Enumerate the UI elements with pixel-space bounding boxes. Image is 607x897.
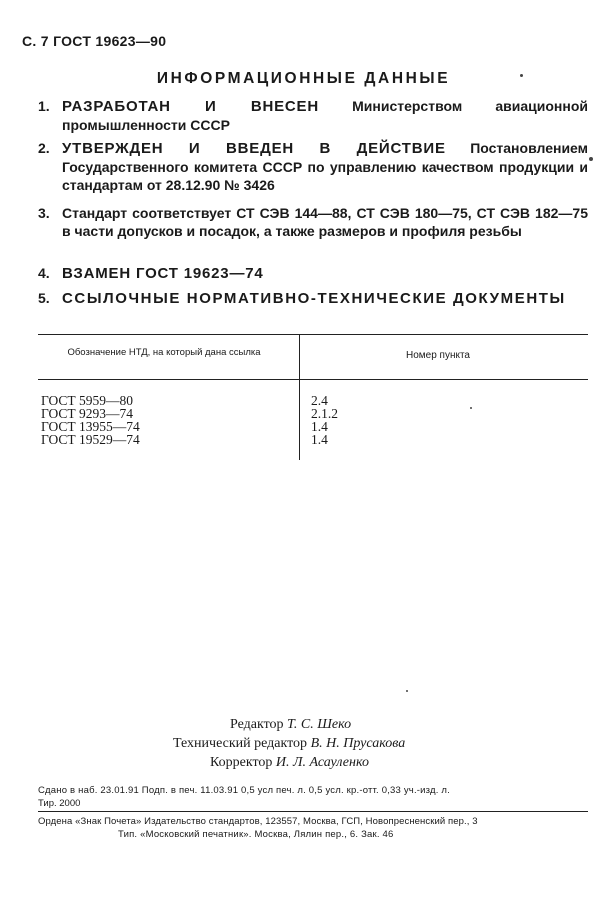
credit-person: Т. С. Шеко bbox=[287, 717, 352, 732]
item-text: Постановлением Государственного комитета СССР по управлению качеством продукции и стандартам от 28.12.90 № 3426 bbox=[62, 140, 589, 193]
ntd-column bbox=[41, 394, 140, 446]
print-speck bbox=[470, 407, 472, 409]
info-item-2 bbox=[38, 139, 588, 194]
imprint-rule bbox=[38, 811, 588, 812]
credit-corrector bbox=[210, 753, 369, 773]
print-speck bbox=[589, 157, 593, 161]
column-header-ntd: Обозначение НТД, на который дана ссылка bbox=[67, 347, 261, 358]
table-header-rule bbox=[38, 379, 588, 380]
credit-person: И. Л. Асауленко bbox=[275, 755, 369, 770]
item-number: 2. bbox=[38, 140, 50, 156]
imprint-line: Сдано в наб. 23.01.91 Подп. в печ. 11.03.91 0,5 усл печ. л. 0,5 усл. кр.-отт. 0,33 уч.-изд. л. bbox=[38, 785, 451, 796]
table-cell-ntd: ГОСТ 5959—80 bbox=[41, 393, 134, 408]
table-cell-ntd: ГОСТ 9293—74 bbox=[41, 406, 134, 421]
print-speck bbox=[406, 690, 408, 692]
info-item-3 bbox=[38, 204, 588, 240]
table-cell-clause: 2.4 bbox=[311, 393, 328, 408]
page-header: С. 7 ГОСТ 19623—90 bbox=[22, 33, 167, 49]
item-number: 3. bbox=[38, 205, 50, 221]
table-cell-clause: 2.1.2 bbox=[311, 406, 338, 421]
imprint-line: Тир. 2000 bbox=[38, 798, 81, 809]
item-lead: УТВЕРЖДЕН И ВВЕДЕН В ДЕЙСТВИЕ bbox=[62, 140, 446, 157]
credit-label: Корректор bbox=[210, 755, 273, 770]
credit-label: Редактор bbox=[230, 717, 284, 732]
table-cell-ntd: ГОСТ 19529—74 bbox=[41, 432, 140, 447]
item-text: Министерством авиационной промышленности СССР bbox=[62, 98, 588, 133]
info-item-5 bbox=[38, 289, 588, 308]
table-column-divider bbox=[299, 334, 300, 460]
item-number: 5. bbox=[38, 290, 50, 306]
item-text: Стандарт соответствует СТ СЭВ 144—88, СТ СЭВ 180—75, СТ СЭВ 182—75 в части допусков и посадок, а также размеров и профиля резьбы bbox=[62, 205, 588, 239]
credit-tech-editor bbox=[173, 734, 405, 754]
info-item-1 bbox=[38, 97, 588, 134]
reference-table bbox=[38, 334, 588, 460]
table-top-rule bbox=[38, 334, 588, 335]
column-header-clause: Номер пункта bbox=[405, 350, 470, 361]
clause-column bbox=[311, 394, 338, 446]
item-number: 4. bbox=[38, 265, 50, 281]
item-lead: РАЗРАБОТАН И ВНЕСЕН bbox=[62, 98, 319, 115]
print-speck bbox=[520, 74, 523, 77]
credit-person: В. Н. Прусакова bbox=[310, 736, 406, 751]
item-number: 1. bbox=[38, 98, 50, 114]
credit-editor bbox=[230, 715, 351, 735]
imprint-line: Тип. «Московский печатник». Москва, Лялин пер., 6. Зак. 46 bbox=[118, 829, 394, 840]
table-cell-clause: 1.4 bbox=[311, 432, 328, 447]
credit-label: Технический редактор bbox=[173, 736, 308, 751]
table-cell-ntd: ГОСТ 13955—74 bbox=[41, 419, 140, 434]
section-title: ИНФОРМАЦИОННЫЕ ДАННЫЕ bbox=[156, 70, 451, 87]
item-lead: ВЗАМЕН ГОСТ 19623—74 bbox=[62, 265, 264, 282]
table-cell-clause: 1.4 bbox=[311, 419, 328, 434]
imprint-line: Ордена «Знак Почета» Издательство стандартов, 123557, Москва, ГСП, Новопресненский пер., 3 bbox=[38, 816, 478, 827]
info-item-4 bbox=[38, 264, 588, 283]
item-lead: ССЫЛОЧНЫЕ НОРМАТИВНО-ТЕХНИЧЕСКИЕ ДОКУМЕНТЫ bbox=[62, 290, 566, 307]
